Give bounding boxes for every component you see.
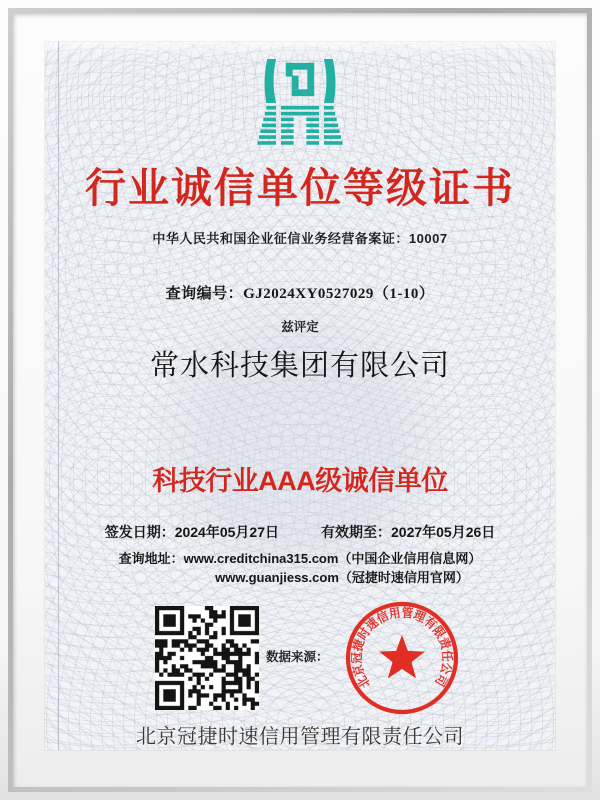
certificate-subtitle: 中华人民共和国企业征信业务经营备案证：10007: [152, 231, 448, 246]
data-source-label: 数据来源：: [266, 650, 329, 664]
security-line: [58, 42, 59, 750]
seal-text: 北京冠捷时速信用管理有限责任公司: [349, 605, 455, 691]
query-number-line: [45, 282, 555, 303]
rating-title: 科技行业AAA级诚信单位: [152, 466, 448, 496]
hereby-label: 兹评定: [281, 320, 319, 334]
seal-star-icon: [379, 635, 425, 678]
issue-date-label: 签发日期：: [104, 524, 175, 540]
query-address-line2: www.guanjiess.com（冠捷时速信用官网）: [215, 570, 469, 585]
certificate-title: 行业诚信单位等级证书: [85, 165, 515, 211]
certificate-paper: [45, 42, 555, 750]
issuer-logo-icon: [253, 57, 348, 147]
official-seal: [342, 598, 462, 718]
valid-until: [321, 522, 495, 542]
query-address-block: [45, 549, 555, 587]
dates-row: [45, 522, 555, 542]
issue-date-value: 2024年05月27日: [174, 524, 279, 540]
company-name: 常水科技集团有限公司: [149, 350, 450, 382]
query-address-line1: [45, 549, 555, 568]
qr-code: [155, 606, 259, 710]
issuer-name: 北京冠捷时速信用管理有限责任公司: [136, 726, 464, 748]
query-address-url1: www.creditchina315.com（中国企业信用信息网）: [183, 551, 482, 566]
query-address-label: 查询地址：: [118, 551, 184, 566]
valid-until-value: 2027年05月26日: [391, 524, 496, 540]
issue-date: [105, 522, 279, 542]
query-number-label: 查询编号：: [165, 286, 244, 302]
valid-until-label: 有效期至：: [321, 524, 391, 540]
query-number-value: GJ2024XY0527029（1-10）: [243, 286, 435, 302]
